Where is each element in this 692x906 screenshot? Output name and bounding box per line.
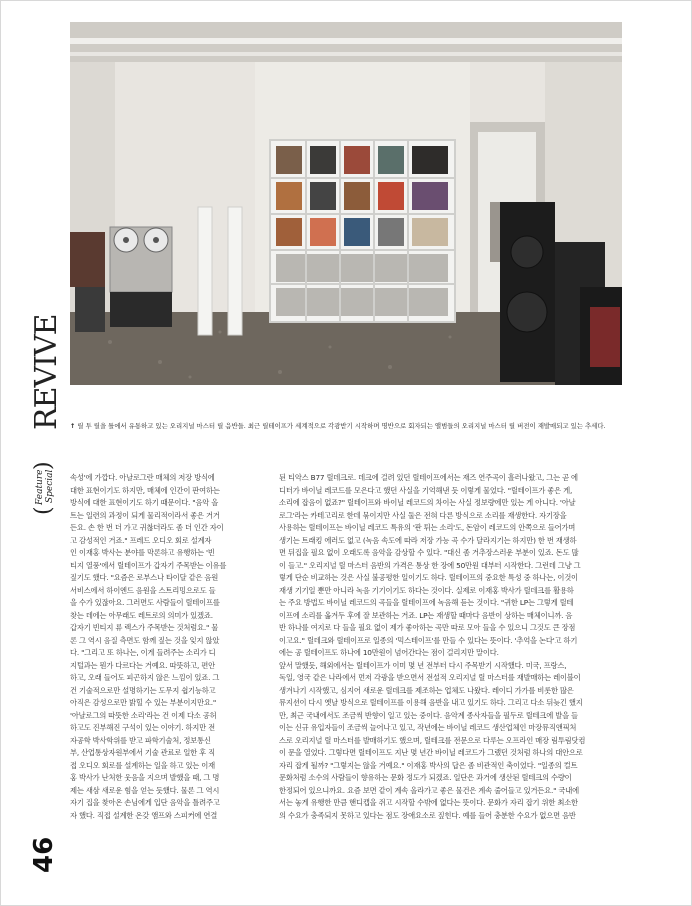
body-text-line: 을 수가 있잖아요. 그러면도 사람들이 릴테이프를 [70, 598, 220, 607]
body-text-line: 는 주요 방법도 바이닐 레코드의 곡들을 릴테이프에 녹음해 듣는 것이다. "귀한 LP는 그렇게 릴테 [279, 598, 574, 607]
page-number-wrap [10, 835, 70, 875]
body-column-right [279, 472, 624, 822]
body-text-line: 앞서 말했듯, 해외에서는 릴테이프가 이미 몇 년 전부터 다시 주목받기 시작했다. 미국, 프랑스, [279, 660, 567, 670]
body-text-line: 제는 새삼 새로운 힘을 얻는 듯했다. 물론 그 역시 [70, 785, 220, 795]
section-brand [20, 314, 64, 530]
body-text-line: 로그'라는 카테고리로 한데 묶이지만 사실 둘은 전혀 다른 방식으로 소리를 재생한다. 자기장을 [279, 510, 567, 520]
svg-text:): ) [31, 461, 56, 470]
room-photo [70, 22, 622, 385]
body-text-line: 렇게 단순 비교하는 것은 사실 불공평한 일이기도 하다. 릴테이프의 중요한 특성 중 하나는, 이것이 [279, 573, 578, 582]
body-text-line: '아날로그의 따뜻한 소리'라는 건 이제 다소 공허 [70, 710, 217, 720]
body-text-line: 이고요." 릴데크와 릴테이프로 일종의 '믹스테이프'를 만들 수 있다는 뜻이다. '추억을 논다'고 하기 [279, 635, 578, 645]
body-text-line: 생기는 트래킹 에러도 없고 (녹음 속도에 따라 저장 가능 곡 수가 달라지기는 하지만) 한 번 재생하 [279, 535, 577, 545]
body-text-line: 서비스에서 하이엔드 음원을 스트리밍으로도 들 [70, 585, 216, 595]
body-text-line: 이프에 소리를 옮겨두 후에 잘 보관하는 거죠. LP는 재생할 때마다 음반이 상하는 매체이니까. 음 [279, 610, 573, 620]
body-text-line: 하고, 오래 들어도 피곤하지 않은 느낌이 있죠. 그 [70, 673, 220, 682]
body-text-line: 다. "그리고 또 하나는, 이게 들려주는 소리가 디 [70, 648, 216, 657]
body-text-line: 부, 산업통상자원부에서 기술 관료로 일한 후 직 [70, 748, 215, 757]
svg-text:(: ( [31, 506, 56, 515]
body-text-line: 론 그 역시 음질 측면도 함께 짚는 것을 잊지 않았 [70, 635, 220, 645]
body-text-line: 자기 집을 찾아온 손님에게 입단 음악을 틀려주고 [70, 798, 220, 807]
body-text-line: 재생 기기일 뿐만 아니라 녹음 기기이기도 하다는 것이다. 실제로 이재홍 박사가 릴데크를 활용하 [279, 585, 574, 595]
body-text-line: 소리에 잡음이 없죠?" 릴테이프와 바이닐 레코드의 차이는 사실 정보량에만 있는 게 아니다. '아날 [279, 498, 576, 507]
body-text-line: 갑자기 빈티지 류 렉스가 주목받는 것처럼요." 물 [70, 623, 219, 632]
body-text-line: 한정되어 있으니까요. 요즘 보면 같이 계속 올라가고 좋은 물건은 계속 줄어들고 있거든요." 국내에 [279, 785, 579, 795]
body-text-line: 홍 박사가 난처한 웃음을 지으며 발했을 때, 그 명 [70, 773, 220, 782]
body-text-line: 이는 신규 유입자들이 조금씩 늘어나고 있고, 작년에는 바이닐 레코드 생산업체인 마장뮤직앤픽처 [279, 723, 577, 732]
body-text-line: 문화처럼 소수의 사람들이 향유하는 문화 정도가 되겠죠. 일단은 과거에 생산된 릴테크의 수량이 [279, 773, 572, 782]
caption-text: 릴 투 릴을 틀에서 유통하고 있는 오리지널 마스터 릴 음반들. 최근 릴테이프가 세계적으로 각광받기 시작하며 명반으로 회자되는 앨범들의 오리지널 마스터 릴 버전이 재발매되고 있는 추세다. [77, 422, 606, 430]
page-number: 46 [29, 836, 59, 873]
body-text-line: 스로 오리지널 릴 마스터를 발매하기도 했으며, 릴테크를 전문으로 다루는 오프라인 매장 림투림닷컴 [279, 735, 586, 745]
body-text-line: 자공학 박사학위를 받고 파학기술처, 정보통신 [70, 735, 211, 745]
body-text-line: 된 티악스 B77 릴데크로. 데크에 걸려 있던 릴테이프에서는 재즈 연주곡이 흘러나왔고, 그는 곧 에 [279, 473, 578, 482]
body-text-line: 트는 일련의 과정이 되게 물리적이라서 좋은 거거 [70, 510, 220, 520]
body-text-line: 뮤지션이 다시 옛날 방식으로 릴테이프를 이용해 음반을 내고 있기도 하다. 그리고 다소 뒤늦긴 했지 [279, 698, 583, 707]
photo-caption [70, 422, 630, 431]
body-text-line: 독일, 영국 같은 나라에서 먼저 각광을 받으면서 전설적 오리지널 릴 마스터를 재발매하는 레이블이 [279, 673, 581, 682]
body-text-line: 찾는 데에는 아무래도 레트로의 의미가 있겠죠. [70, 610, 213, 620]
section-label-feature: Feature [35, 469, 45, 505]
body-text-line: 의 수요가 충족되지 못하고 있다는 점도 장애요소로 짚힌다. 예를 들어 충분한 수요가 없으면 음반 [279, 810, 576, 820]
body-text-line: 인 이재홍 박사는 분야를 막론하고 유행하는 '빈 [70, 548, 215, 557]
body-text-line: 생겨나기 시작했고, 심지어 새로운 릴데크를 제조하는 업체도 나왔다. 레이디 가가를 비롯한 많은 [279, 685, 574, 695]
section-title-vertical [20, 314, 64, 530]
section-label-special: Special [45, 469, 55, 503]
body-text-line: 이 문을 열었다. 그렇다면 릴테이프도 지난 몇 년간 바이닐 레코드가 그랬던 것처럼 하나의 대안으로 [279, 748, 583, 757]
body-text-line: 티지 열풍'에서 릴테이프가 갑자기 주목받는 이유를 [70, 560, 227, 570]
body-text-line: 방식에 대한 표현이기도 하기 때문이다. "음악 올 [70, 498, 219, 507]
body-text-line: 지털과는 뭔가 다르다는 거예요. 따뜻하고, 편안 [70, 660, 215, 670]
body-text-line: 든요. 손 한 번 더 가고 귀찮더라도 좀 더 인간 자이 [70, 523, 224, 532]
body-text-line: 만, 최근 국내에서도 조금씩 반향이 일고 있는 중이다. 음악계 종사자들을 필두로 릴테크에 발을 들 [279, 710, 578, 720]
body-text-line: 면 뒤집을 필요 없이 오래도록 음악을 감상할 수 있다. "대신 좀 거추장스러운 부분이 있죠. 돈도 많 [279, 548, 579, 557]
section-title: REVIVE [29, 314, 64, 430]
photo-illustration [70, 22, 622, 385]
body-text-line: 반 하나를 여지로 다 들을 필요 없이 제가 좋아하는 곡만 따로 모아 들을 수 있으니 그것도 큰 장점 [279, 623, 576, 632]
body-text-line: 자 했다. 직접 설계한 온갖 앰프와 스피커에 연결 [70, 810, 218, 820]
body-text-line: 자리 잡게 될까? "그렇지는 않을 거예요." 이재홍 박사의 답은 좀 비관적인 축이었다. "일종의 컬트 [279, 760, 578, 770]
body-text-line: 짚기도 했다. "요즘은 로부스나 타이달 같은 음원 [70, 573, 219, 582]
body-text-line: 고 감성적인 거죠." 프레드 오디오 회로 설계자 [70, 535, 212, 545]
body-text-line: 이 들고." 오리지널 릴 마스터 음반의 가격은 통상 한 장에 50만원 대부터 시작한다. 그런데 그냥 그 [279, 560, 581, 570]
body-text-line: 건 기술적으로만 설명하기는 도무지 쉽기능하고 [70, 685, 216, 695]
body-text-line: 아직은 감성으로만 밝힐 수 있는 부분이지만요." [70, 698, 216, 707]
body-column-left [70, 472, 256, 822]
body-text-line: 속성'에 가깝다. 아날로그란 매체의 저장 방식에 [70, 473, 215, 482]
body-text-line: 접 오디오 회로를 설계하는 일을 하고 있는 이재 [70, 760, 215, 770]
body-text-line: 대한 표현이기도 하지만, 매체에 인간이 판여하는 [70, 485, 220, 495]
body-text-line: 디터가 바이닐 레코드를 모은다고 했던 사실을 기억해낸 듯 이렇게 물었다. "릴테이프가 좋은 게, [279, 485, 573, 495]
body-text-line: 사용하는 릴테이프는 바이닐 레코드 특유의 '판 튀는 소리'도, 돈암이 레코드의 안쪽으로 들어가며 [279, 523, 576, 532]
caption-arrow-icon: ↑ [70, 422, 76, 430]
body-text-line: 하고도 진부해진 구석이 있는 이야기. 하지만 전 [70, 723, 215, 732]
body-text-line: 서는 놓게 유행한 만큼 핸디캡을 쥐고 시작할 수밖에 없다는 뜻이다. 문화가 자리 잡기 위한 최소한 [279, 798, 578, 807]
body-text-line: 에는 공 릴테이프도 하나에 10만원이 넘어간다는 점이 걸리지만 말이다. [279, 648, 499, 657]
